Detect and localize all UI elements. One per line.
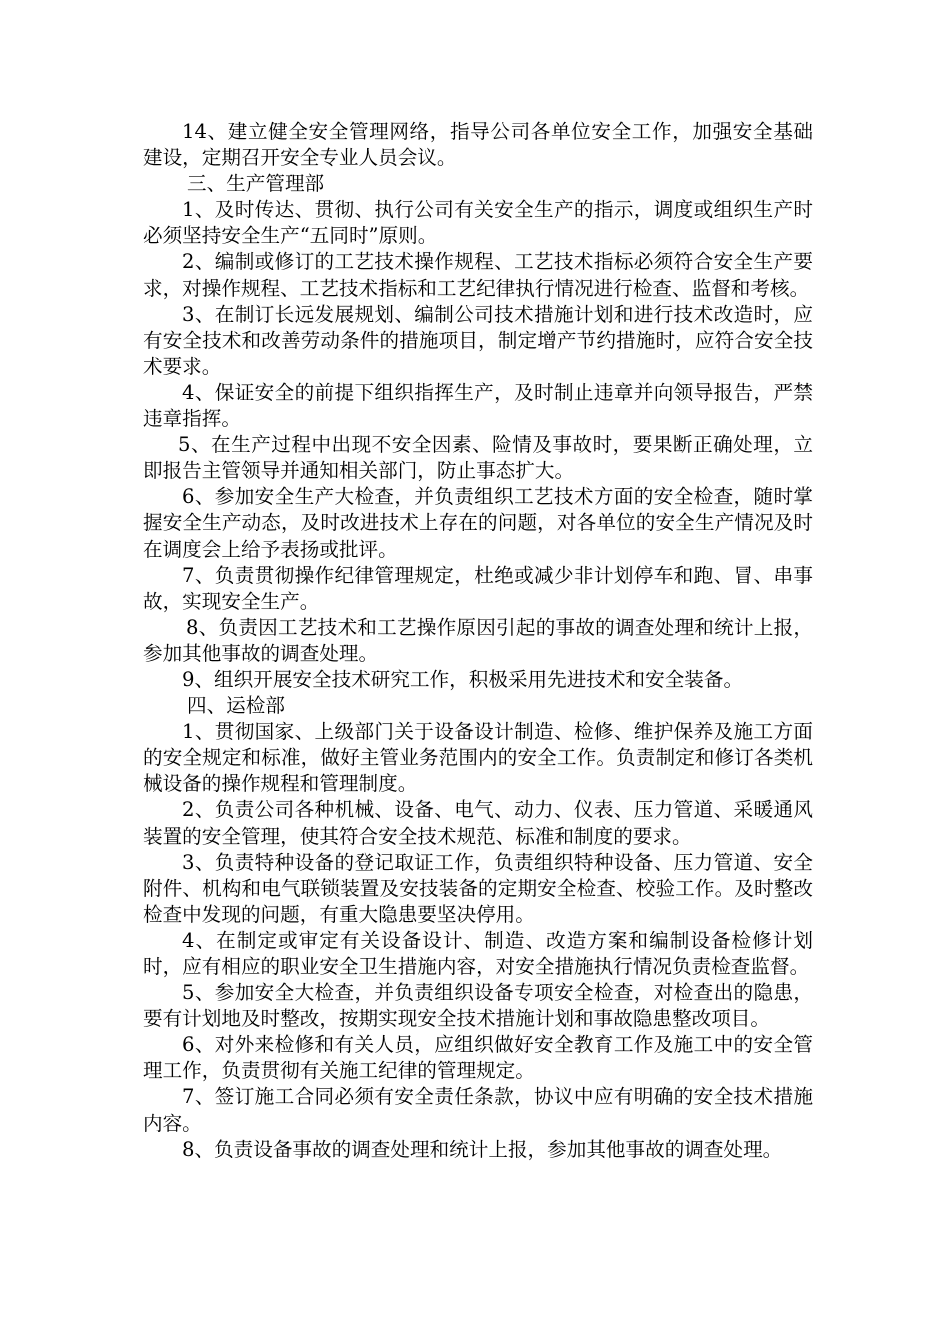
paragraph-14-safety-network: 14、建立健全安全管理网络，指导公司各单位安全工作，加强安全基础建设，定期召开安全专业人员会议。 [143,120,813,170]
paragraph-production-8: 8、负责因工艺技术和工艺操作原因引起的事故的调查处理和统计上报，参加其他事故的调查处理。 [143,615,813,665]
paragraph-production-3: 3、在制订长远发展规划、编制公司技术措施计划和进行技术改造时，应有安全技术和改善劳动条件的措施项目，制定增产节约措施时，应符合安全技术要求。 [143,302,813,378]
paragraph-maintenance-2: 2、负责公司各种机械、设备、电气、动力、仪表、压力管道、采暖通风装置的安全管理，使其符合安全技术规范、标准和制度的要求。 [143,798,813,848]
section-heading-maintenance-dept: 四、运检部 [187,694,285,718]
paragraph-production-9: 9、组织开展安全技术研究工作，积极采用先进技术和安全装备。 [182,667,744,691]
paragraph-production-5: 5、在生产过程中出现不安全因素、险情及事故时，要果断正确处理，立即报告主管领导并通知相关部门，防止事态扩大。 [143,433,813,483]
document-page [143,119,813,1163]
paragraph-production-6: 6、参加安全生产大检查，并负责组织工艺技术方面的安全检查，随时掌握安全生产动态，及时改进技术上存在的问题，对各单位的安全生产情况及时在调度会上给予表扬或批评。 [143,485,813,561]
paragraph-maintenance-5: 5、参加安全大检查，并负责组织设备专项安全检查，对检查出的隐患，要有计划地及时整改，按期实现安全技术措施计划和事故隐患整改项目。 [143,981,813,1031]
paragraph-production-2: 2、编制或修订的工艺技术操作规程、工艺技术指标必须符合安全生产要求，对操作规程、工艺技术指标和工艺纪律执行情况进行检查、监督和考核。 [143,250,813,300]
paragraph-maintenance-7: 7、签订施工合同必须有安全责任条款，协议中应有明确的安全技术措施内容。 [143,1085,813,1135]
paragraph-production-1: 1、及时传达、贯彻、执行公司有关安全生产的指示，调度或组织生产时必须坚持安全生产“五同时”原则。 [143,198,813,248]
paragraph-maintenance-4: 4、在制定或审定有关设备设计、制造、改造方案和编制设备检修计划时，应有相应的职业安全卫生措施内容，对安全措施执行情况负责检查监督。 [143,928,813,978]
paragraph-production-4: 4、保证安全的前提下组织指挥生产，及时制止违章并向领导报告，严禁违章指挥。 [143,380,813,431]
paragraph-maintenance-8: 8、负责设备事故的调查处理和统计上报，参加其他事故的调查处理。 [182,1137,783,1161]
paragraph-maintenance-6: 6、对外来检修和有关人员，应组织做好安全教育工作及施工中的安全管理工作，负责贯彻有关施工纪律的管理规定。 [143,1033,813,1083]
paragraph-production-7: 7、负责贯彻操作纪律管理规定，杜绝或减少非计划停车和跑、冒、串事故，实现安全生产。 [143,563,813,613]
paragraph-maintenance-3: 3、负责特种设备的登记取证工作，负责组织特种设备、压力管道、安全附件、机构和电气联锁装置及安技装备的定期安全检查、校验工作。及时整改检查中发现的问题，有重大隐患要坚决停用。 [143,850,813,926]
paragraph-maintenance-1: 1、贯彻国家、上级部门关于设备设计制造、检修、维护保养及施工方面的安全规定和标准，做好主管业务范围内的安全工作。负责制定和修订各类机械设备的操作规程和管理制度。 [143,720,813,796]
section-heading-production-dept: 三、生产管理部 [187,172,325,196]
